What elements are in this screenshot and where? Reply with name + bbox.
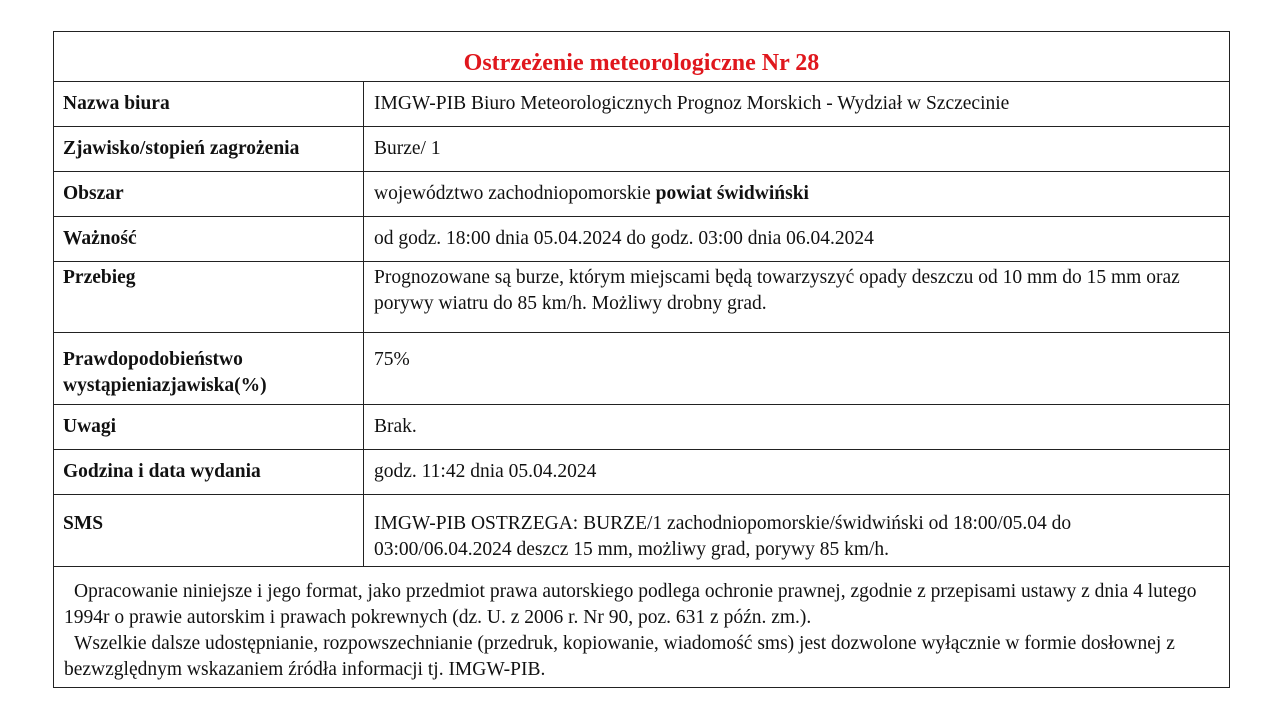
row-course [54, 262, 1229, 333]
issued-value: godz. 11:42 dnia 05.04.2024 [374, 461, 597, 482]
course-value: Prognozowane są burze, którym miejscami będą towarzyszyć opady deszczu od 10 mm do 15 mm oraz porywy wiatru do 85 km/h. Możliwy drobny grad. [374, 267, 1180, 314]
title-row [54, 32, 1229, 82]
probability-label: Prawdopodobieństwo wystąpieniazjawiska(%) [54, 333, 364, 404]
course-label: Przebieg [54, 262, 364, 332]
sms-value: IMGW-PIB OSTRZEGA: BURZE/1 zachodniopomorskie/świdwiński od 18:00/05.04 do 03:00/06.04.2024 deszcz 15 mm, możliwy grad, porywy 85 km/h. [374, 513, 1072, 560]
row-probability [54, 333, 1229, 405]
row-issued [54, 450, 1229, 495]
area-county: powiat świdwiński [655, 183, 809, 204]
row-area [54, 172, 1229, 217]
row-office [54, 82, 1229, 127]
remarks-label: Uwagi [54, 405, 364, 449]
area-value [364, 172, 1229, 216]
validity-value: od godz. 18:00 dnia 05.04.2024 do godz. 03:00 dnia 06.04.2024 [374, 228, 874, 249]
copyright-notice [54, 567, 1229, 683]
phenomenon-label: Zjawisko/stopień zagrożenia [54, 127, 364, 171]
probability-value: 75% [374, 349, 410, 370]
area-label: Obszar [54, 172, 364, 216]
redistribution-paragraph: Wszelkie dalsze udostępnianie, rozpowszechnianie (przedruk, kopiowanie, wiadomość sms) jest dozwolone wyłącznie w formie dosłownej z bezwzględnym wskazaniem źródła informacji tj. IMGW-PIB. [64, 633, 1175, 680]
office-label: Nazwa biura [54, 82, 364, 126]
warning-document [53, 31, 1230, 688]
office-value: IMGW-PIB Biuro Meteorologicznych Prognoz Morskich - Wydział w Szczecinie [374, 93, 1010, 114]
phenomenon-value: Burze/ 1 [374, 138, 441, 159]
row-validity [54, 217, 1229, 262]
row-remarks [54, 405, 1229, 450]
copyright-paragraph: Opracowanie niniejsze i jego format, jako przedmiot prawa autorskiego podlega ochronie prawnej, zgodnie z przepisami ustawy z dnia 4 lutego 1994r o prawie autorskim i prawach pokrewnych (dz. U. z 2006 r. Nr 90, poz. 631 z późn. zm.). [64, 581, 1197, 628]
warning-title: Ostrzeżenie meteorologiczne Nr 28 [463, 50, 820, 76]
remarks-value: Brak. [374, 416, 417, 437]
sms-label: SMS [54, 495, 364, 566]
row-phenomenon [54, 127, 1229, 172]
row-sms [54, 495, 1229, 567]
issued-label: Godzina i data wydania [54, 450, 364, 494]
validity-label: Ważność [54, 217, 364, 261]
area-voivodeship: województwo zachodniopomorskie [374, 183, 656, 204]
